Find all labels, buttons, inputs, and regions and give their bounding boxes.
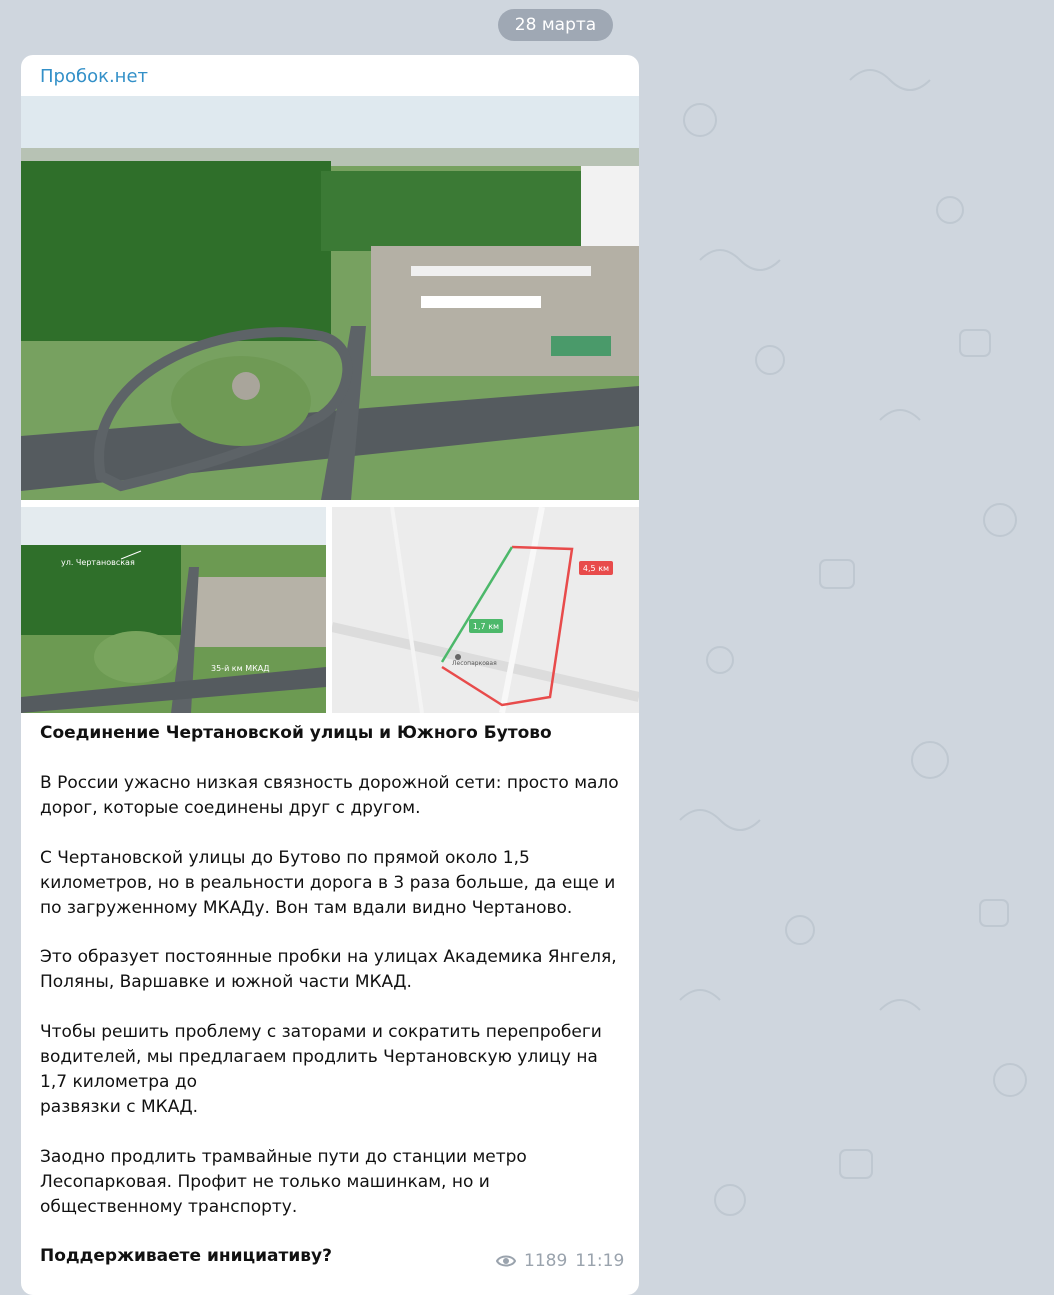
channel-name[interactable]: Пробок.нет xyxy=(40,66,149,87)
post-paragraph: Чтобы решить проблему с заторами и сократить перепробеги водителей, мы предлагаем продлить Чертановскую улицу на 1,7 километра до развязки с МКАД. xyxy=(40,1022,602,1117)
green-distance-label: 1,7 км xyxy=(472,622,500,631)
post-question: Поддерживаете инициативу? xyxy=(40,1246,332,1266)
date-separator: 28 марта xyxy=(498,9,613,41)
street-label: ул. Чертановская xyxy=(61,558,135,567)
mkad-label: 35-й км МКАД xyxy=(211,664,270,673)
post-paragraph: В России ужасно низкая связность дорожной сети: просто мало дорог, которые соединены друг с другом. xyxy=(40,773,619,818)
route-map[interactable] xyxy=(332,507,639,713)
eye-icon xyxy=(496,1254,516,1268)
post-title: Соединение Чертановской улицы и Южного Бутово xyxy=(40,723,552,743)
station-label: Лесопарковая xyxy=(452,660,497,667)
post-paragraph: С Чертановской улицы до Бутово по прямой около 1,5 километров, но в реальности дорога в 3 раза больше, да еще и по загруженному МКАДу. Вон там вдали видно Чертаново. xyxy=(40,848,616,918)
aerial-photo-main[interactable] xyxy=(21,96,639,500)
message-meta xyxy=(496,1251,624,1271)
message-bubble xyxy=(21,55,639,1295)
views-count: 1189 xyxy=(524,1251,568,1271)
message-time: 11:19 xyxy=(575,1251,625,1271)
red-distance-label: 4,5 км xyxy=(582,564,610,573)
post-paragraph: Заодно продлить трамвайные пути до станции метро Лесопарковая. Профит не только машинкам, но и общественному транспорту. xyxy=(40,1147,527,1217)
aerial-photo-annotated[interactable] xyxy=(21,507,326,713)
post-paragraph: Это образует постоянные пробки на улицах Академика Янгеля, Поляны, Варшавке и южной части МКАД. xyxy=(40,947,617,992)
